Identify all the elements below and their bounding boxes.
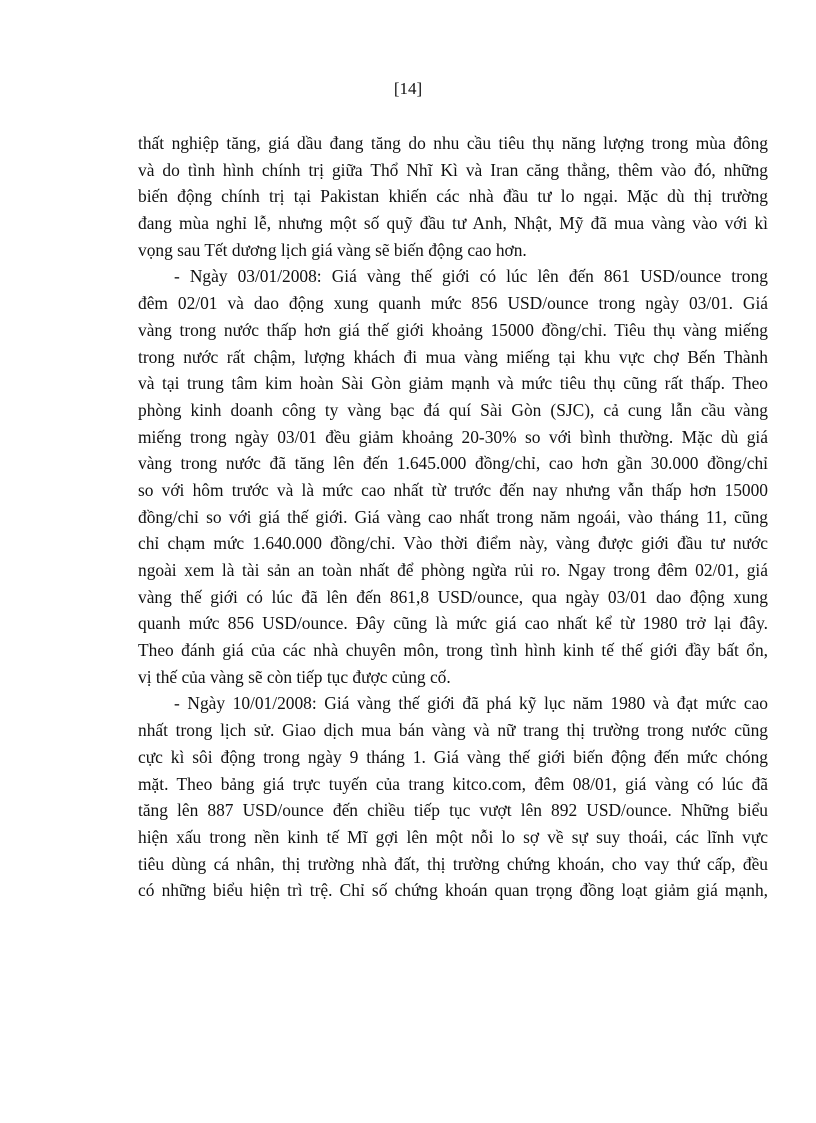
text-line: biến động chính trị tại Pakistan khiến các nhà đầu tư lo ngại. Mặc dù thị trường <box>138 186 768 207</box>
text-line: vàng trong nước thấp hơn giá thế giới khoảng 15000 đồng/chỉ. Tiêu thụ vàng miếng <box>138 319 768 340</box>
text-line: phòng kinh doanh công ty vàng bạc đá quí Sài Gòn (SJC), cả cung lẫn cầu vàng <box>138 399 768 420</box>
text-line: hiện xấu trong nền kinh tế Mĩ gợi lên một nỗi lo sợ về sự suy thoái, các lĩnh vực <box>138 826 768 847</box>
page-number: [14] <box>393 79 423 98</box>
text-line: vọng sau Tết dương lịch giá vàng sẽ biến động cao hơn. <box>138 239 527 260</box>
text-line: tăng lên 887 USD/ounce đến chiều tiếp tục vượt lên 892 USD/ounce. Những biểu <box>138 800 768 821</box>
text-line: chỉ chạm mức 1.640.000 đồng/chỉ. Vào thời điểm này, vàng được giới đầu tư nước <box>138 533 768 554</box>
text-line: đang mùa nghỉ lễ, nhưng một số quỹ đầu tư Anh, Nhật, Mỹ đã mua vàng vào với kì <box>138 213 768 234</box>
text-line: vàng thế giới có lúc đã lên đến 861,8 USD/ounce, qua ngày 03/01 dao động xung <box>138 586 768 607</box>
text-line: so với hôm trước và là mức cao nhất từ trước đến nay nhưng vẫn thấp hơn 15000 <box>138 479 768 500</box>
text-line: quanh mức 856 USD/ounce. Đây cũng là mức giá cao nhất kể từ 1980 trở lại đây. <box>138 613 768 634</box>
text-line: và do tình hình chính trị giữa Thổ Nhĩ Kì và Iran căng thẳng, thêm vào đó, những <box>138 159 768 180</box>
text-line: miếng trong ngày 03/01 đều giảm khoảng 20-30% so với bình thường. Mặc dù giá <box>138 426 768 447</box>
text-line: đồng/chỉ so với giá thế giới. Giá vàng cao nhất trong năm ngoái, vào tháng 11, cũng <box>138 506 768 527</box>
text-line: nhất trong lịch sử. Giao dịch mua bán vàng và nữ trang thị trường trong nước cũng <box>138 720 768 741</box>
body-text <box>138 130 768 904</box>
text-line: mặt. Theo bảng giá trực tuyến của trang kitco.com, đêm 08/01, giá vàng có lúc đã <box>138 773 768 794</box>
text-line: có những biểu hiện trì trệ. Chỉ số chứng khoán quan trọng đồng loạt giảm giá mạnh, <box>138 880 768 901</box>
text-line: - Ngày 03/01/2008: Giá vàng thế giới có lúc lên đến 861 USD/ounce trong <box>174 266 768 287</box>
text-line: đêm 02/01 và dao động xung quanh mức 856 USD/ounce trong ngày 03/01. Giá <box>138 293 768 314</box>
text-line: vị thế của vàng sẽ còn tiếp tục được củng cố. <box>138 666 451 687</box>
text-line: trong nước rất chậm, lượng khách đi mua vàng miếng tại khu vực chợ Bến Thành <box>138 346 768 367</box>
text-line: - Ngày 10/01/2008: Giá vàng thế giới đã phá kỹ lục năm 1980 và đạt mức cao <box>174 693 768 714</box>
text-line: Theo đánh giá của các nhà chuyên môn, trong tình hình kinh tế thế giới đầy bất ổn, <box>138 640 768 661</box>
text-line: ngoài xem là tài sản an toàn nhất để phòng ngừa rủi ro. Ngay trong đêm 02/01, giá <box>138 560 768 580</box>
text-line: cực kì sôi động trong ngày 9 tháng 1. Giá vàng thế giới biến động đến mức chóng <box>138 746 768 767</box>
text-line: thất nghiệp tăng, giá dầu đang tăng do nhu cầu tiêu thụ năng lượng trong mùa đông <box>138 133 768 153</box>
text-line: tiêu dùng cá nhân, thị trường nhà đất, thị trường chứng khoán, cho vay thứ cấp, đều <box>138 853 768 874</box>
text-line: và tại trung tâm kim hoàn Sài Gòn giảm mạnh và mức tiêu thụ cũng rất thấp. Theo <box>138 373 768 394</box>
text-line: vàng trong nước đã tăng lên đến 1.645.000 đồng/chỉ, cao hơn gần 30.000 đồng/chỉ <box>138 453 768 474</box>
